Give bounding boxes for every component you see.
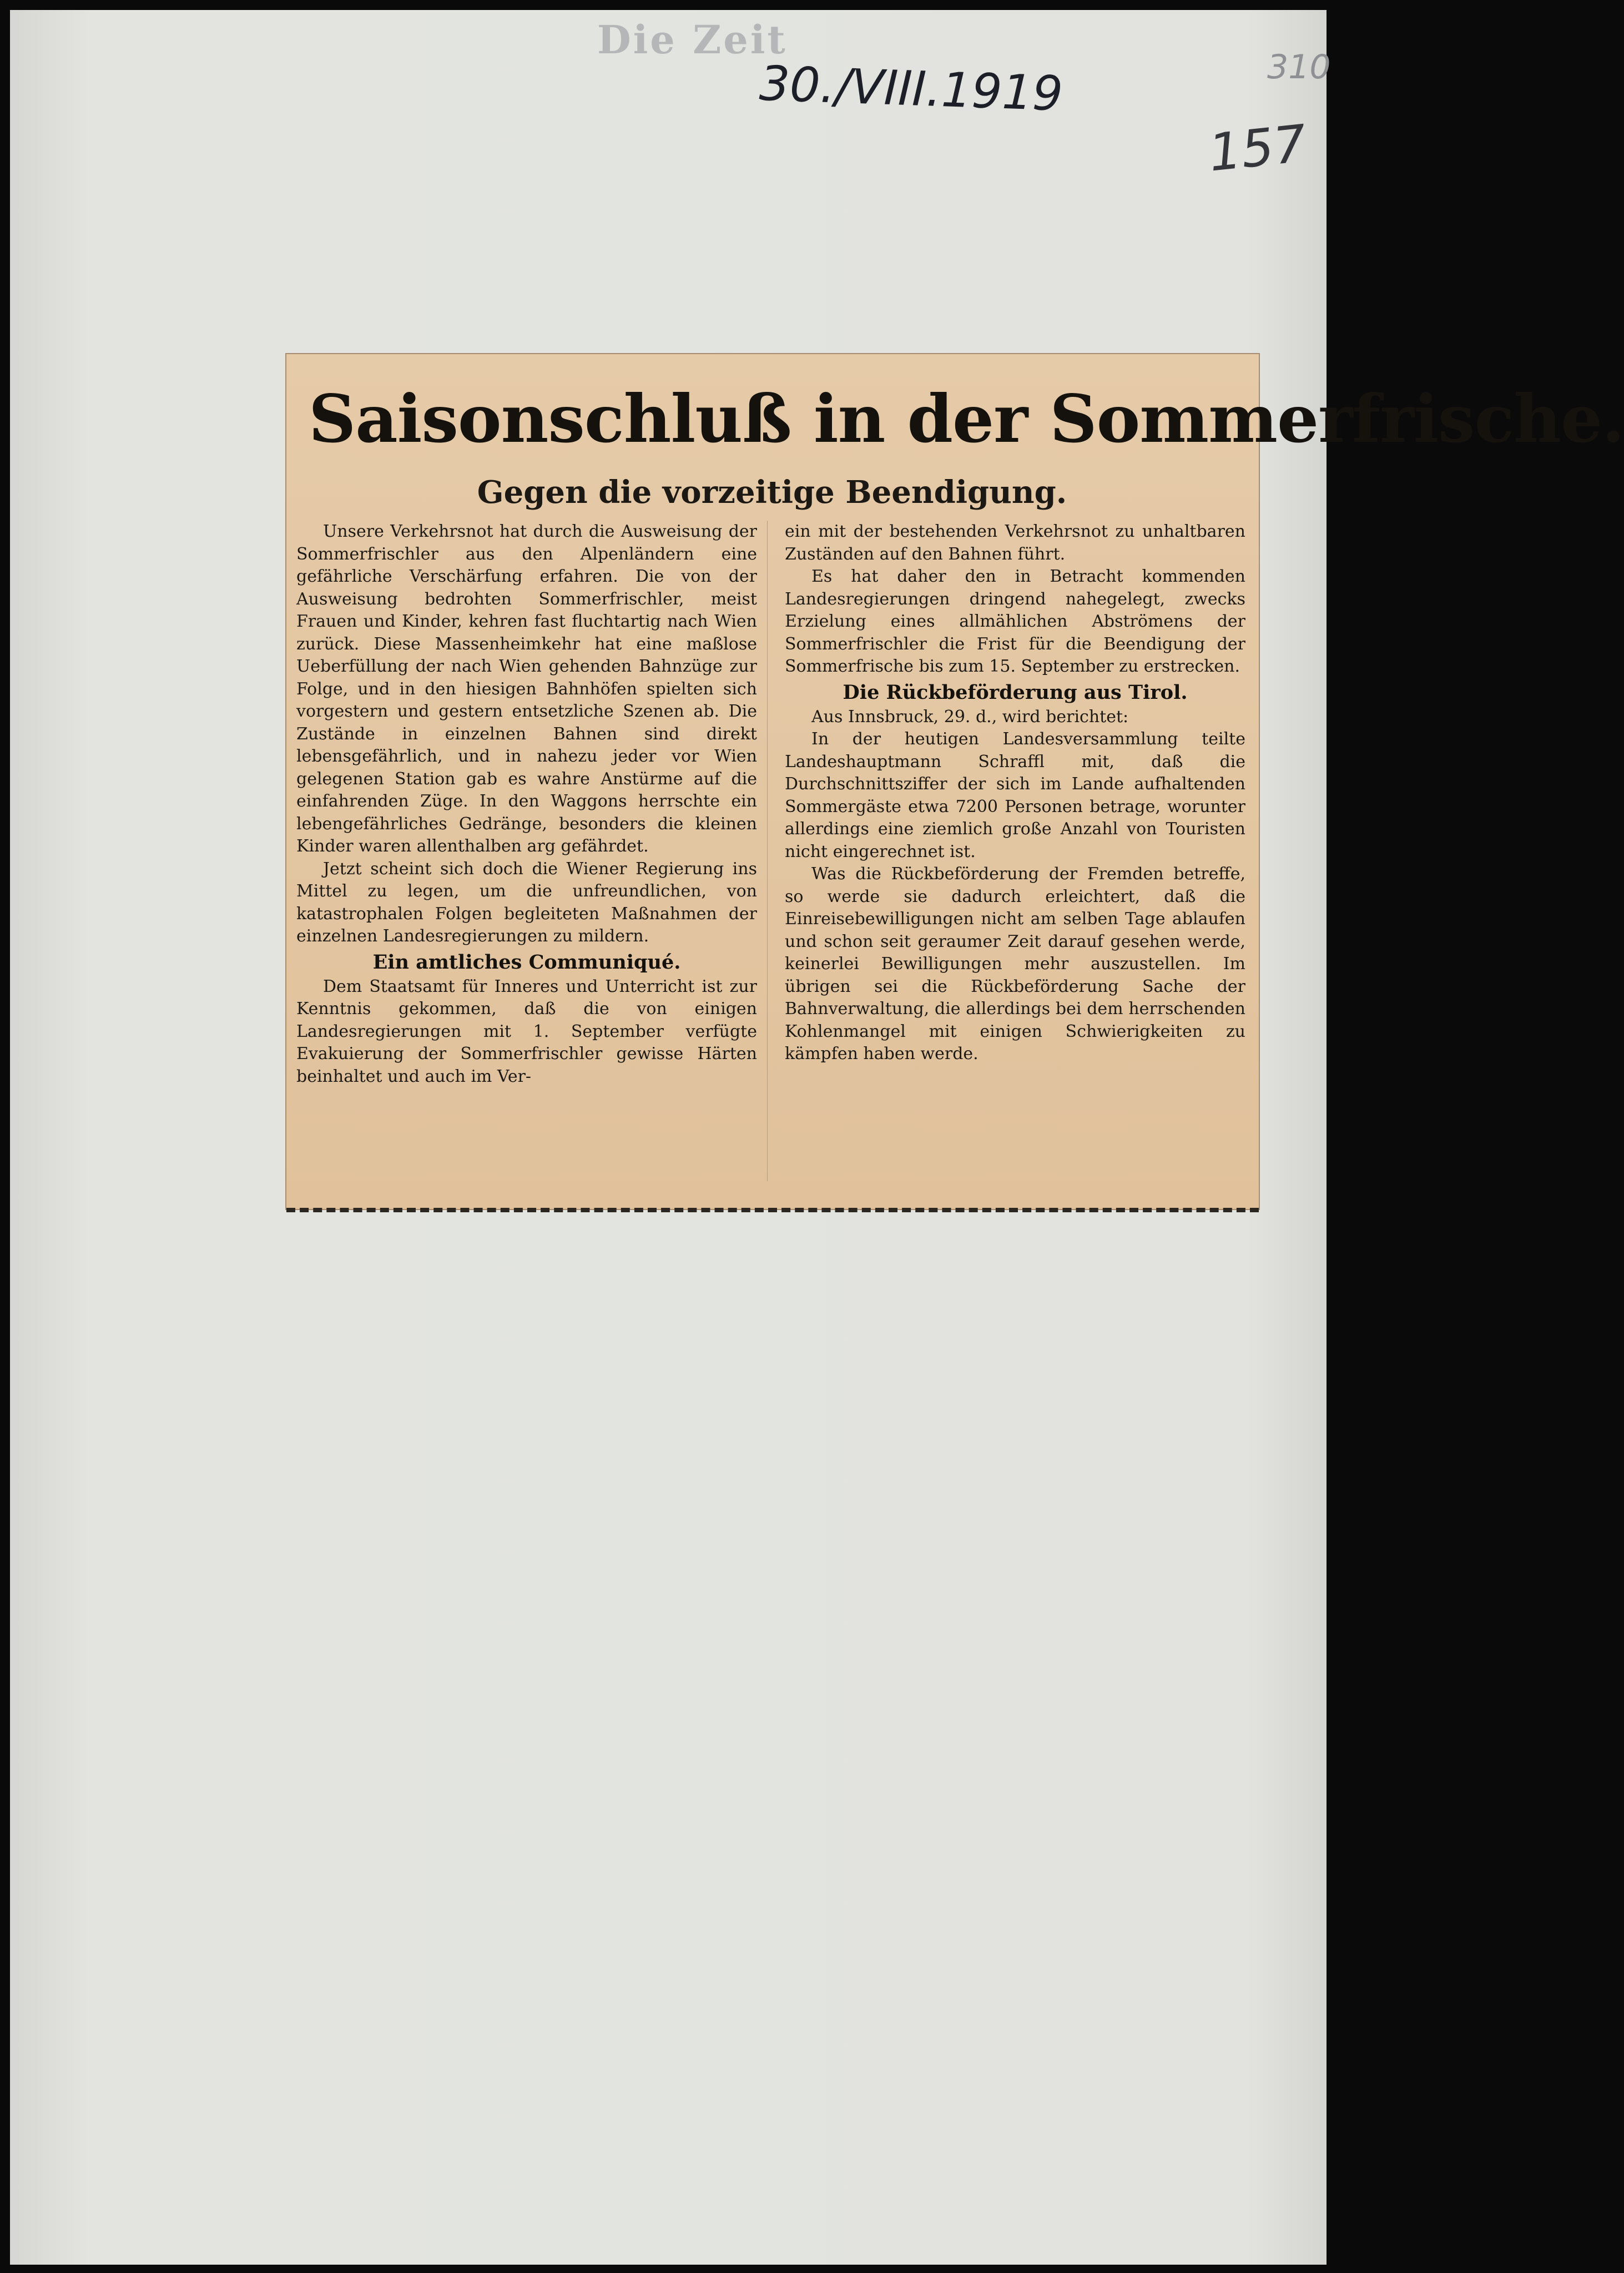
column-divider bbox=[767, 521, 768, 1181]
handwritten-page-number: 157 bbox=[1206, 113, 1309, 183]
section-heading-communique: Ein amtliches Communiqué. bbox=[372, 950, 681, 974]
article-paragraph: Was die Rückbeförderung der Fremden betreffe, so werde sie dadurch erleichtert, daß die Einreisebewilligungen nicht am selben Tage ablaufen und schon seit geraumer Zeit darauf gesehen werde, keinerlei Bewilligungen mehr auszustellen. Im übrigen sei die Rückbeförderung Sache der Bahnverwaltung, die allerdings bei dem herrschenden Kohlenmangel mit einigen Schwierigkeiten zu kämpfen haben werde. bbox=[785, 864, 1245, 1064]
article-paragraph: Unsere Verkehrsnot hat durch die Ausweisung der Sommerfrischler aus den Alpenländern eine gefährliche Verschärfung erfahren. Die von der Ausweisung bedrohten Sommerfrischler, meist Frauen und Kinder, kehren fast fluchtartig nach Wien zurück. Diese Massenheimkehr hat eine maßlose Ueberfüllung der nach Wien gehenden Bahnzüge zur Folge, und in den hiesigen Bahnhöfen spielten sich vorgestern und gestern entsetzliche Szenen ab. Die Zustände in einzelnen Bahnen sind direkt lebensgefährlich, und in nahezu jeder vor Wien gelegenen Station gab es wahre Anstürme auf die einfahrenden Züge. In den Waggons herrschte ein lebengefährliches Gedränge, besonders die kleinen Kinder waren allenthalben arg gefährdet. bbox=[296, 522, 757, 856]
handwritten-date: 30./VIII.1919 bbox=[758, 56, 1064, 122]
article-column-left bbox=[296, 521, 757, 1192]
handwritten-archive-number: 310 bbox=[1267, 48, 1331, 87]
newspaper-clipping bbox=[286, 354, 1624, 1209]
archive-sheet bbox=[10, 10, 1624, 2265]
section-heading-tirol: Die Rückbeförderung aus Tirol. bbox=[843, 681, 1188, 704]
article-paragraph: In der heutigen Landesversammlung teilte Landeshauptmann Schraffl mit, daß die Durchschnittsziffer der sich im Lande aufhaltenden Sommergäste etwa 7200 Personen betrage, worunter allerdings eine ziemlich große Anzahl von Touristen nicht eingerechnet ist. bbox=[785, 729, 1245, 861]
article-headline: Saisonschluß in der Sommerfrische. bbox=[309, 380, 1624, 457]
article-paragraph: Jetzt scheint sich doch die Wiener Regierung ins Mittel zu legen, um die unfreundlichen, von katastrophalen Folgen begleiteten Maßnahmen der einzelnen Landesregierungen zu mildern. bbox=[296, 859, 757, 946]
article-paragraph: ein mit der bestehenden Verkehrsnot zu unhaltbaren Zuständen auf den Bahnen führt. bbox=[785, 522, 1245, 564]
article-subheadline: Gegen die vorzeitige Beendigung. bbox=[477, 474, 1067, 511]
article-paragraph: Aus Innsbruck, 29. d., wird berichtet: bbox=[811, 707, 1129, 727]
clipping-torn-edge bbox=[286, 1201, 1259, 1212]
article-column-right bbox=[785, 521, 1245, 1192]
article-paragraph: Dem Staatsamt für Inneres und Unterricht ist zur Kenntnis gekommen, daß die von einigen Landesregierungen mit 1. September verfügte Evakuierung der Sommerfrischler gewisse Härten beinhaltet und auch im Ver- bbox=[296, 976, 757, 1086]
newspaper-stamp: Die Zeit bbox=[597, 17, 788, 63]
article-paragraph: Es hat daher den in Betracht kommenden Landesregierungen dringend nahegelegt, zwecks Erzielung eines allmählichen Abströmens der Sommerfrischler die Frist für die Beendigung der Sommerfrische bis zum 15. September zu erstrecken. bbox=[785, 567, 1245, 676]
